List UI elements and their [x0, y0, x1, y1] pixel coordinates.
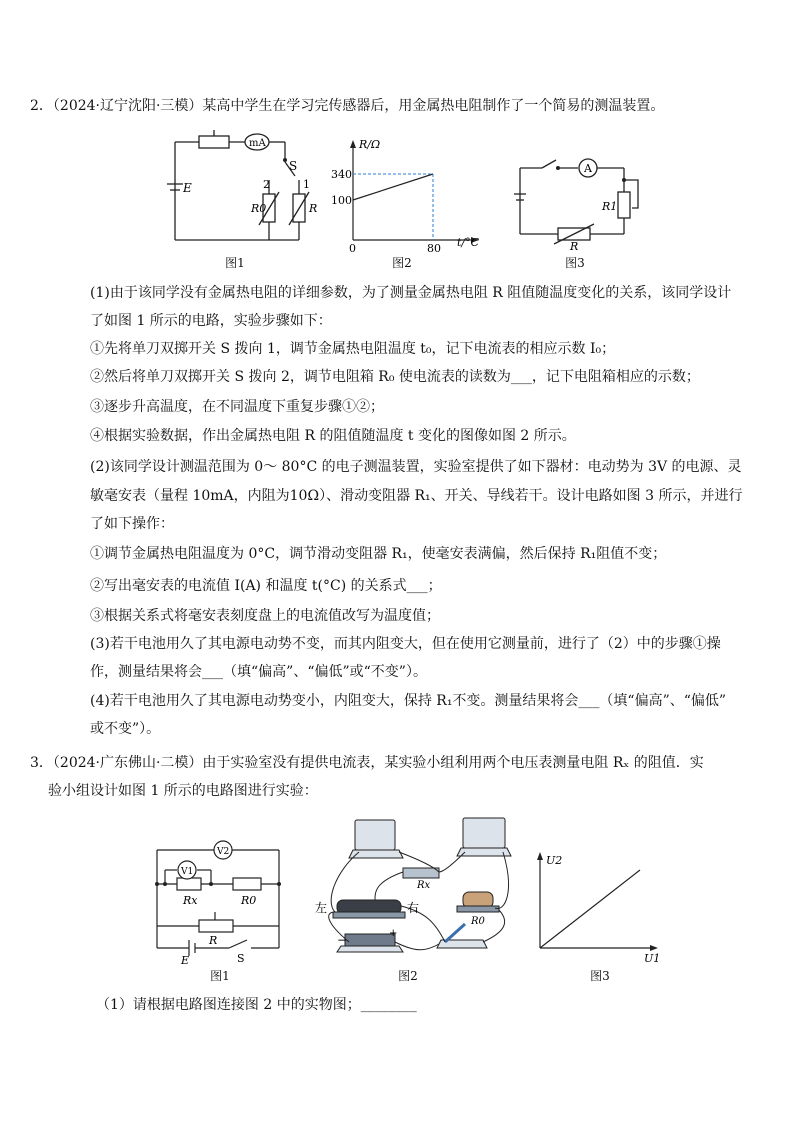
q2-fig1-circuit: [165, 130, 325, 240]
q2-line-13: (3)若干电池用久了其电源电动势不变，而其内阻变大，但在使用它测量前，进行了（2）中的步骤①操: [90, 636, 721, 652]
pos1-label: 1: [303, 178, 310, 191]
q2-fig2-graph: [331, 138, 485, 255]
q2-line-4: ②然后将单刀双掷开关 S 拨向 2，调节电阻箱 R₀ 使电流表的读数为___，记下电阻箱相应的示数；: [90, 369, 700, 385]
q2-line-16: 或不变”）。: [90, 721, 161, 737]
q2-fig1-caption: 图1: [225, 256, 245, 270]
q3-fig3-graph: [536, 850, 666, 965]
q2-line-11: ②写出毫安表的电流值 I(A) 和温度 t(°C) 的关系式___；: [90, 578, 442, 594]
r-label: R: [570, 240, 579, 253]
q3-sub1: （1）请根据电路图连接图 2 中的实物图；________: [96, 997, 417, 1013]
r-label: R: [309, 202, 318, 215]
q2-line-6: ④根据实验数据，作出金属热电阻 R 的阻值随温度 t 变化的图像如图 2 所示。: [90, 428, 576, 444]
u2-label: U2: [546, 854, 563, 867]
minus-label: −: [337, 933, 348, 947]
pos2-label: 2: [263, 178, 270, 191]
v2-label: V2: [217, 847, 230, 857]
r0-label: R0: [471, 916, 485, 927]
q3-fig2-apparatus: [315, 812, 515, 962]
r0-label: R0: [241, 894, 257, 907]
q3-intro-2: 验小组设计如图 1 所示的电路图进行实验：: [48, 783, 318, 799]
q2-line-12: ③根据关系式将毫安表刻度盘上的电流值改写为温度值；: [90, 608, 440, 624]
rx-label: Rx: [183, 894, 198, 907]
q3-fig2-caption: 图2: [398, 969, 418, 983]
q2-line-8: 敏毫安表（量程 10mA，内阻为10Ω）、滑动变阻器 R₁、开关、导线若干。设计电路如图 3 所示，并进行: [90, 488, 743, 504]
r0-label: R0: [251, 202, 267, 215]
r1-label: R1: [602, 200, 618, 213]
e-label: E: [181, 954, 190, 967]
q2-line-9: 了如下操作：: [90, 516, 174, 532]
q2-line-5: ③逐步升高温度，在不同温度下重复步骤①②；: [90, 399, 384, 415]
ma-label: mA: [249, 138, 266, 149]
e-label: E: [183, 181, 192, 195]
rx-label: Rx: [417, 880, 431, 891]
s-label: S: [289, 159, 298, 173]
right-label: 右: [407, 901, 420, 915]
q3-fig3-caption: 图3: [590, 969, 610, 983]
q2-line-3: ①先将单刀双掷开关 S 拨向 1，调节金属热电阻温度 t₀，记下电流表的相应示数 I₀；: [90, 341, 616, 357]
plus-label: +: [389, 928, 398, 939]
q3-fig1-circuit: [155, 838, 290, 967]
ammeter-label: A: [584, 162, 592, 175]
q3-fig1-caption: 图1: [210, 969, 230, 983]
q2-fig3-circuit: [512, 150, 652, 253]
q2-line-2: 了如图 1 所示的电路，实验步骤如下：: [90, 313, 332, 329]
q2-fig2-caption: 图2: [392, 256, 412, 270]
tick-100: 100: [331, 194, 352, 207]
left-label: 左: [315, 901, 328, 915]
x-axis-label: t/°C: [457, 236, 480, 249]
s-label: S: [237, 952, 245, 965]
y-axis-label: R/Ω: [359, 138, 381, 151]
tick-0: 0: [349, 242, 356, 255]
tick-340: 340: [331, 168, 352, 181]
r-label: R: [209, 934, 218, 947]
tick-80: 80: [427, 242, 441, 255]
q2-line-10: ①调节金属热电阻温度为 0°C，调节滑动变阻器 R₁，使毫安表满偏，然后保持 R₁阻值不变；: [90, 546, 667, 562]
q2-intro: 2．（2024·辽宁沈阳·三模）某高中学生在学习完传感器后，用金属热电阻制作了一个简易的测温装置。: [30, 98, 665, 114]
q2-line-15: (4)若干电池用久了其电源电动势变小，内阻变大，保持 R₁不变。测量结果将会___（填“偏高”、“偏低”: [90, 693, 727, 709]
q2-line-14: 作，测量结果将会___（填“偏高”、“偏低”或“不变”）。: [90, 664, 427, 680]
v1-label: V1: [181, 867, 194, 877]
q2-line-7: (2)该同学设计测温范围为 0～ 80°C 的电子测温装置，实验室提供了如下器材：电动势为 3V 的电源、灵: [90, 459, 742, 475]
u1-label: U1: [644, 952, 661, 965]
q2-line-1: (1)由于该同学没有金属热电阻的详细参数，为了测量金属热电阻 R 阻值随温度变化的关系，该同学设计: [90, 285, 732, 301]
q2-fig3-caption: 图3: [565, 256, 585, 270]
q3-intro-1: 3．（2024·广东佛山·二模）由于实验室没有提供电流表，某实验小组利用两个电压表测量电阻 Rₓ 的阻值．实: [30, 755, 704, 771]
